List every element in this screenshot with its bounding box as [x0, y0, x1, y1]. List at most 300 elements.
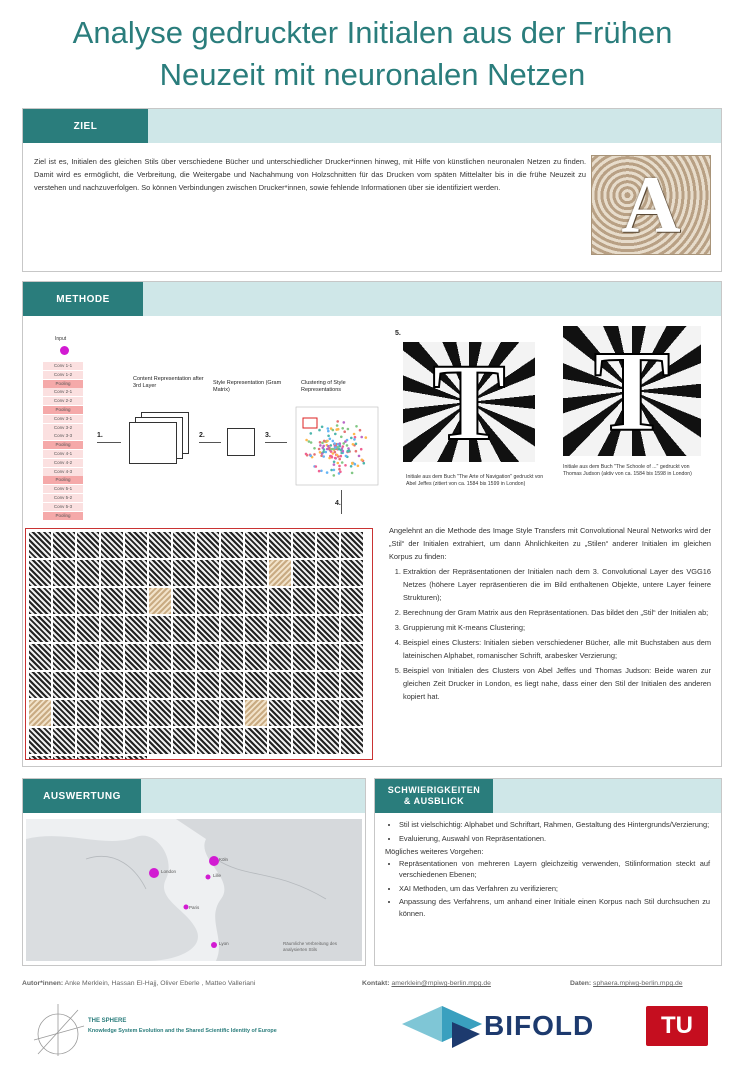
europe-map [26, 819, 362, 961]
scatter-point [327, 427, 330, 430]
cluster-initial-tile [29, 644, 51, 670]
gram-matrix-box [227, 428, 255, 456]
scatter-point [355, 450, 358, 453]
methode-panel [22, 281, 722, 767]
scatter-point [346, 444, 349, 447]
scatter-point [350, 437, 353, 440]
cluster-initial-tile [293, 560, 315, 586]
scatter-point [321, 426, 324, 429]
cluster-initial-tile [245, 728, 267, 754]
scatter-point [360, 436, 363, 439]
cluster-initial-tile [77, 616, 99, 642]
arrow-3 [265, 442, 287, 443]
cluster-initial-tile [125, 588, 147, 614]
scatter-point [334, 457, 337, 460]
scatter-point [347, 428, 350, 431]
tu-logo-text: TU [661, 1012, 693, 1039]
cluster-initial-tile [53, 588, 75, 614]
scatter-point [355, 443, 358, 446]
schwierigkeiten-heading-line1: SCHWIERIGKEITEN [387, 785, 481, 795]
scatter-point [333, 461, 336, 464]
ziel-heading: ZIEL [23, 109, 148, 143]
data-url[interactable]: sphaera.mpiwg-berlin.mpg.de [593, 980, 683, 987]
cluster-initial-tile [269, 532, 291, 558]
ziel-text: Ziel ist es, Initialen des gleichen Stils über verschiedene Bücher und unterschiedlicher Drucker*innen hinweg, mit Hilfe von künstlichen neuronalen Netzen zu finden. Damit wird es ermöglicht, die Verbreitung, die Weitergabe und Nachahmung von Holzschnitten für das Drucken vom späten Mittelalter bis in die frühe Neuzeit zu verstehen und nachzuverfolgen. So können Verbindungen zwischen Drucker*innen, sowie fehlende Informationen über sie identifiziert werden. [34, 157, 586, 192]
scatter-point [309, 454, 312, 457]
vgg-layer: Pooling [43, 512, 83, 520]
vgg-layer: Pooling [43, 476, 83, 484]
cluster-initial-tile [77, 756, 99, 760]
cluster-initial-tile [77, 728, 99, 754]
scatter-point [330, 469, 333, 472]
scatter-point [337, 462, 340, 465]
cluster-initial-tile [29, 756, 51, 760]
scatter-point [343, 430, 346, 433]
vgg-layer: Pooling [43, 441, 83, 449]
initial-letter-right: T [593, 327, 671, 455]
cluster-initial-tile [269, 588, 291, 614]
scatter-point [326, 448, 329, 451]
cluster-initial-tile [173, 700, 195, 726]
scatter-point [339, 470, 342, 473]
schwierigkeiten-panel [374, 778, 722, 966]
cluster-initial-tile [149, 588, 171, 614]
cluster-initial-tile [173, 616, 195, 642]
vgg-layer: Conv 4-2 [43, 459, 83, 467]
cluster-initial-tile [317, 700, 339, 726]
scatter-point [333, 469, 336, 472]
vgg-layer: Conv 1-2 [43, 371, 83, 379]
map-label-paris: Paris [189, 905, 200, 910]
scatter-point [355, 425, 358, 428]
bifold-wordmark: BIFOLD [484, 1010, 595, 1041]
cluster-initial-tile [125, 616, 147, 642]
cluster-initial-tile [221, 588, 243, 614]
scatter-point [326, 440, 329, 443]
cluster-initial-tile [29, 700, 51, 726]
sphere-title: THE SPHERE [88, 1018, 127, 1024]
methode-step: 1. Extraktion der Repräsentationen der Initialen nach dem 3. Convolutional Layer des VGG16 Netzes (höhere Layer repräsentieren die im Bild enthaltenen Objekte, untere Layer feinere Strukturen); [403, 565, 711, 604]
cluster-initial-tile [245, 532, 267, 558]
cluster-initial-tile [245, 588, 267, 614]
cluster-initial-tile [317, 644, 339, 670]
arrow-4 [341, 490, 342, 514]
scatter-point [359, 429, 362, 432]
methode-step: 3. Gruppierung mit K-means Clustering; [403, 621, 711, 634]
scatter-point [338, 465, 341, 468]
cluster-initial-tile [293, 532, 315, 558]
scatter-point [363, 462, 366, 465]
cluster-initial-tile [77, 532, 99, 558]
scatter-point [318, 429, 321, 432]
vgg-layer: Conv 1-1 [43, 362, 83, 370]
cluster-initial-tile [125, 644, 147, 670]
scatter-point [341, 427, 344, 430]
arrow-2 [199, 442, 221, 443]
auswertung-panel [22, 778, 366, 966]
ziel-initial-letter: A [621, 159, 681, 250]
auswertung-heading: AUSWERTUNG [23, 779, 141, 813]
cluster-initial-tile [101, 560, 123, 586]
map-label-koeln: Köln [219, 857, 229, 862]
cluster-initial-tile [53, 532, 75, 558]
scatter-point [338, 445, 341, 448]
cluster-initial-tile [269, 672, 291, 698]
cluster-initial-tile [293, 728, 315, 754]
scatter-point [339, 442, 342, 445]
map-label-london: London [161, 869, 177, 874]
map-label-lille: Lille [213, 873, 222, 878]
vgg-layer: Pooling [43, 406, 83, 414]
data-label: Daten: [570, 980, 592, 987]
step4-label: 4. [335, 500, 341, 507]
scatter-point [323, 440, 326, 443]
cluster-initial-tile [125, 700, 147, 726]
methode-steps-list [389, 565, 711, 703]
cluster-initial-tile [293, 644, 315, 670]
cluster-initial-tile [245, 644, 267, 670]
scatter-point [340, 436, 343, 439]
vgg-layer: Conv 3-3 [43, 432, 83, 440]
cluster-initial-tile [245, 672, 267, 698]
methode-heading: METHODE [23, 282, 143, 316]
cluster-initial-tile [77, 560, 99, 586]
scatter-point [353, 438, 356, 441]
scatter-point [332, 440, 335, 443]
cluster-initial-tile [269, 728, 291, 754]
scatter-point [319, 444, 322, 447]
vgg-layer: Conv 5-2 [43, 494, 83, 502]
cluster-initial-tile [341, 672, 363, 698]
scatter-point [340, 449, 343, 452]
scatter-point [338, 468, 341, 471]
bifold-logo-icon [402, 1004, 482, 1050]
cluster-initial-tile [173, 728, 195, 754]
cluster-initial-tile [101, 700, 123, 726]
scatter-point [341, 461, 344, 464]
cluster-initial-tile [341, 588, 363, 614]
cluster-initial-tile [197, 700, 219, 726]
map-dot-lille [206, 875, 211, 880]
arrow-1 [97, 442, 121, 443]
cluster-initial-tile [221, 616, 243, 642]
cluster-initial-tile [125, 672, 147, 698]
cluster-initial-tile [101, 672, 123, 698]
cluster-initial-tile [197, 728, 219, 754]
cluster-initial-tile [245, 560, 267, 586]
schwierigkeiten-heading [375, 779, 493, 813]
cluster-initial-tile [293, 616, 315, 642]
scatter-point [353, 433, 356, 436]
scatter-point [338, 458, 341, 461]
title-line-2: Neuzeit mit neuronalen Netzen [159, 57, 586, 92]
cluster-initial-tile [149, 672, 171, 698]
cluster-initial-tile [317, 560, 339, 586]
cluster-initial-tile [149, 616, 171, 642]
scatter-point [318, 448, 321, 451]
contact-label: Kontakt: [362, 980, 390, 987]
vgg-layer: Conv 2-1 [43, 388, 83, 396]
scatter-point [332, 429, 335, 432]
cluster-initial-tile [317, 672, 339, 698]
cluster-initial-tile [101, 644, 123, 670]
cluster-initial-tile [53, 728, 75, 754]
cluster-initial-tile [77, 700, 99, 726]
map-dot-lyon [211, 942, 217, 948]
contact-line [362, 980, 491, 987]
schwierigkeiten-bullets [385, 819, 710, 844]
cluster-initial-tile [29, 616, 51, 642]
ziel-panel [22, 108, 722, 272]
cluster-initial-tile [149, 728, 171, 754]
cluster-initial-tile [53, 672, 75, 698]
step3-label: 3. [265, 432, 271, 439]
cluster-initial-tile [101, 588, 123, 614]
cluster-initial-tile [173, 644, 195, 670]
schwierigkeit-item: • Stil ist vielschichtig: Alphabet und Schriftart, Rahmen, Gestaltung des Hintergrunds/Verzierung; [399, 819, 710, 831]
methode-text-block [389, 524, 711, 705]
caption-left: Initiale aus dem Buch "The Arte of Navigation" gedruckt von Abel Jeffes (zitiert von ca. 1584 bis 1599 in London) [406, 474, 544, 487]
scatter-point [325, 451, 328, 454]
cluster-initial-tile [173, 672, 195, 698]
vgg-layer: Conv 4-1 [43, 450, 83, 458]
cluster-initial-tile [197, 672, 219, 698]
scatter-point [334, 433, 337, 436]
cluster-initial-tile [341, 532, 363, 558]
scatter-point [340, 455, 343, 458]
title-line-1: Analyse gedruckter Initialen aus der Frühen [72, 15, 673, 50]
scatter-point [358, 455, 361, 458]
cluster-initial-tile [317, 532, 339, 558]
cluster-initial-tile [341, 616, 363, 642]
scatter-point [333, 474, 336, 477]
cluster-initial-tile [101, 532, 123, 558]
cluster-initial-tile [341, 700, 363, 726]
scatter-point [329, 438, 332, 441]
scatter-point [327, 445, 330, 448]
cluster-initial-tile [101, 728, 123, 754]
scatter-point [352, 443, 355, 446]
vorgehen-item: • Repräsentationen von mehreren Layern gleichzeitig verwenden, Stilinformation steckt auf verschiedenen Ebenen; [399, 858, 710, 881]
scatter-point [320, 470, 323, 473]
step2-label: 2. [199, 432, 205, 439]
scatter-point [322, 455, 325, 458]
cluster-initial-tile [149, 700, 171, 726]
input-dot [60, 346, 69, 355]
scatter-point [315, 465, 318, 468]
cluster-initial-tile [245, 616, 267, 642]
cluster-initial-tile [221, 644, 243, 670]
initial-letter-left: T [432, 341, 506, 463]
scatter-point [354, 436, 357, 439]
scatter-point [336, 420, 339, 423]
cluster-example-grid [25, 528, 373, 760]
ziel-initial-image [591, 155, 711, 255]
cluster-initial-tile [341, 728, 363, 754]
step1-label: 1. [97, 432, 103, 439]
scatter-point [344, 440, 347, 443]
cluster-initial-tile [53, 700, 75, 726]
scatter-point [330, 455, 333, 458]
caption-right: Initiale aus dem Buch "The Schoole of ..." gedruckt von Thomas Judson (aktiv von ca. 1584 bis 1598 in London) [563, 464, 692, 477]
cluster-initial-tile [293, 588, 315, 614]
cluster-initial-tile [293, 700, 315, 726]
scatter-point [343, 421, 346, 424]
cluster-initial-tile [317, 588, 339, 614]
cluster-initial-tile [149, 532, 171, 558]
map-label-lyon: Lyon [219, 941, 229, 946]
methode-step: 4. Beispiel eines Clusters: Initialen sieben verschiedener Bücher, alle mit Buchstaben aus dem lateinischen Alphabet, romanischer Schrift, arabesker Verzierung; [403, 636, 711, 662]
methode-intro: Angelehnt an die Methode des Image Style Transfers mit Convolutional Neural Networks wird der „Stil“ der Initialen extrahiert, um dann Ähnlichkeiten zu „Stilen“ anderer Initialen im gleichen Korpus zu finden: [389, 526, 711, 561]
scatter-point [333, 442, 336, 445]
cluster-initial-tile [317, 616, 339, 642]
content-label: Content Representation after 3rd Layer [133, 376, 204, 389]
vorgehen-item: • Anpassung des Verfahrens, um anhand einer Initiale einen Korpus nach Stil durchsuchen zu können. [399, 896, 710, 919]
cluster-initial-tile [101, 756, 123, 760]
cluster-initial-tile [77, 672, 99, 698]
scatter-point [350, 465, 353, 468]
vorgehen-item: • XAI Methoden, um das Verfahren zu verifizieren; [399, 883, 710, 895]
cluster-initial-tile [197, 644, 219, 670]
map-dot-london [149, 868, 159, 878]
weiteres-vorgehen-heading: Mögliches weiteres Vorgehen: [385, 847, 484, 856]
scatter-point [357, 465, 360, 468]
cluster-initial-tile [125, 756, 147, 760]
cluster-initial-tile [53, 756, 75, 760]
authors-label: Autor*innen: [22, 980, 64, 987]
scatter-point [308, 440, 311, 443]
cluster-initial-tile [173, 560, 195, 586]
cluster-initial-tile [29, 728, 51, 754]
vgg-layer: Conv 5-1 [43, 485, 83, 493]
scatter-point [322, 447, 325, 450]
initial-image-left [403, 342, 535, 462]
scatter-point [327, 430, 330, 433]
scatter-point [330, 444, 333, 447]
cluster-initial-tile [197, 588, 219, 614]
network-diagram [33, 330, 383, 526]
cluster-initial-tile [125, 728, 147, 754]
map-dot-paris [184, 905, 189, 910]
cluster-initial-tile [293, 672, 315, 698]
cluster-label: Clustering of Style Representations [301, 380, 346, 393]
cluster-initial-tile [221, 728, 243, 754]
data-line [570, 980, 683, 987]
step5-label: 5. [395, 330, 401, 337]
scatter-point [334, 446, 337, 449]
scatter-point [326, 471, 329, 474]
cluster-initial-tile [53, 560, 75, 586]
schwierigkeiten-heading-line2: & AUSBLICK [403, 796, 465, 806]
methode-step: 5. Beispiel von Initialen des Clusters von Abel Jeffes und Thomas Judson: Beide waren zur gleichen Zeit Drucker in London, es liegt nahe, dass einer den Stil der Initialen des anderen kopiert hat. [403, 664, 711, 703]
scatter-point [335, 428, 338, 431]
cluster-initial-tile [269, 616, 291, 642]
vgg-layer: Conv 3-1 [43, 415, 83, 423]
scatter-point [313, 447, 316, 450]
authors-line [22, 980, 255, 987]
scatter-point [351, 472, 354, 475]
scatter-point [360, 448, 363, 451]
cluster-initial-tile [197, 616, 219, 642]
cluster-initial-tile [221, 672, 243, 698]
scatter-point [365, 436, 368, 439]
cluster-initial-tile [29, 588, 51, 614]
vgg-layer: Conv 5-3 [43, 503, 83, 511]
cluster-initial-tile [53, 616, 75, 642]
cluster-initial-tile [173, 532, 195, 558]
vgg-layer: Conv 2-2 [43, 397, 83, 405]
cluster-initial-tile [221, 700, 243, 726]
content-stack [129, 412, 189, 462]
scatter-point [334, 451, 337, 454]
vgg-layer: Pooling [43, 380, 83, 388]
style-label: Style Representation (Gram Matrix) [213, 380, 282, 393]
methode-step: 2. Berechnung der Gram Matrix aus den Repräsentationen. Das bildet den „Stil“ der Initialen ab; [403, 606, 711, 619]
cluster-initial-tile [341, 644, 363, 670]
cluster-initial-tile [125, 532, 147, 558]
schwierigkeiten-content [385, 819, 710, 921]
scatter-point [310, 432, 313, 435]
cluster-initial-tile [245, 700, 267, 726]
authors: Anke Merklein, Hassan El-Hajj, Oliver Eberle , Matteo Valleriani [64, 980, 256, 987]
cluster-initial-tile [125, 560, 147, 586]
cluster-initial-tile [221, 560, 243, 586]
scatter-point [305, 439, 308, 442]
scatter-point [336, 454, 339, 457]
cluster-initial-tile [29, 532, 51, 558]
cluster-initial-tile [149, 560, 171, 586]
cluster-initial-tile [269, 644, 291, 670]
cluster-initial-tile [269, 560, 291, 586]
initial-image-right [563, 326, 701, 456]
scatter-point [331, 448, 334, 451]
scatter-point [305, 453, 308, 456]
cluster-initial-tile [29, 560, 51, 586]
scatter-point [361, 459, 364, 462]
cluster-initial-tile [317, 728, 339, 754]
cluster-initial-tile [29, 672, 51, 698]
cluster-initial-tile [197, 560, 219, 586]
scatter-point [319, 441, 322, 444]
scatter-point [313, 453, 316, 456]
scatter-point [336, 424, 339, 427]
cluster-initial-tile [197, 532, 219, 558]
cluster-initial-tile [221, 532, 243, 558]
vgg-layer-stack [43, 362, 85, 522]
cluster-initial-tile [101, 616, 123, 642]
cluster-initial-tile [269, 700, 291, 726]
scatter-point [319, 451, 322, 454]
cluster-initial-tile [77, 644, 99, 670]
scatter-point [351, 462, 354, 465]
scatter-point [318, 470, 321, 473]
poster-title [20, 12, 725, 96]
sphere-subtitle: Knowledge System Evolution and the Shared Scientific Identity of Europe [88, 1028, 277, 1034]
map-dot-koeln [209, 856, 219, 866]
map-caption: Räumliche Verbreitung des analysierten Stils [283, 941, 338, 952]
scatter-point [333, 463, 336, 466]
sphere-logo-icon [28, 1000, 88, 1058]
vorgehen-bullets [385, 858, 710, 920]
cluster-scatter [295, 406, 379, 486]
contact-email[interactable]: amerklein@mpiwg-berlin.mpg.de [391, 980, 491, 987]
vgg-layer: Conv 3-2 [43, 424, 83, 432]
vgg-layer: Conv 4-3 [43, 468, 83, 476]
cluster-initial-tile [341, 560, 363, 586]
cluster-initial-tile [53, 644, 75, 670]
cluster-initial-tile [77, 588, 99, 614]
cluster-initial-tile [173, 588, 195, 614]
